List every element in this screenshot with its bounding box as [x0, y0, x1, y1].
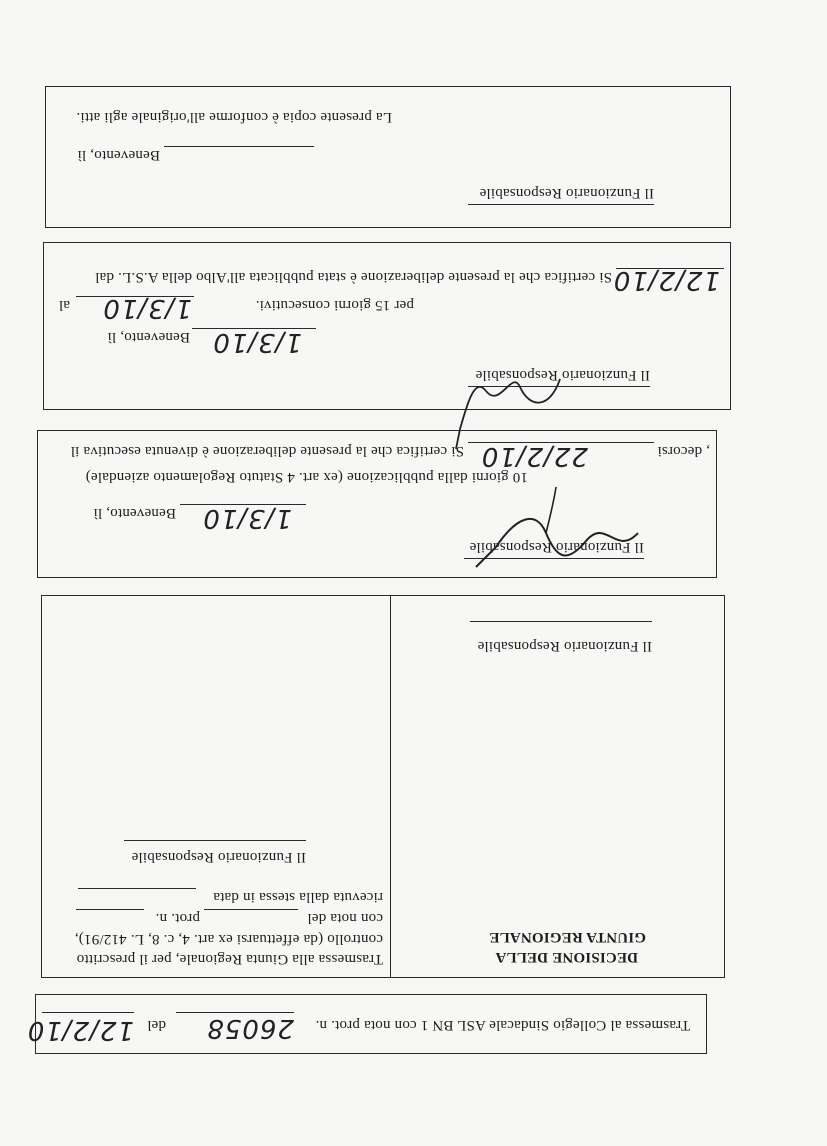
pubblicazione-al-line: [76, 296, 194, 297]
giunta-line3b: prot. n.: [155, 910, 200, 926]
giunta-line3a: con nota del: [307, 910, 383, 926]
giunta-title-line2: GIUNTA REGIONALE: [489, 929, 646, 945]
giunta-box: [41, 595, 725, 978]
esecutiva-date: 22/2/10: [480, 441, 588, 471]
copia-line1: La presente copia è conforme all'originale agli atti.: [76, 109, 392, 125]
pubblicazione-place-label: Benevento, lì: [107, 329, 190, 345]
giunta-title-line1: DECISIONE DELLA: [495, 949, 638, 965]
giunta-line2: controllo (da effettuarsi ex art. 4, c. 8, L. 412/91),: [74, 931, 383, 947]
pubblicazione-box: [43, 242, 731, 410]
esecutiva-signer: Il Funzionario Responsabile: [469, 539, 644, 555]
giunta-left-signer: Il Funzionario Responsabile: [131, 849, 306, 865]
collegio-prot-line: [176, 1012, 294, 1013]
collegio-box: [26, 994, 707, 1054]
pubblicazione-place-date: 1/3/10: [212, 327, 302, 357]
giunta-right-signer: Il Funzionario Responsabile: [477, 638, 652, 654]
pubblicazione-signer: Il Funzionario Responsabile: [475, 367, 650, 383]
collegio-text: Trasmessa al Collegio Sindacale ASL BN 1 con nota prot. n.: [315, 1017, 690, 1033]
pubblicazione-dal-line: [616, 268, 724, 269]
giunta-line4: ricevuta dalla stessa in data: [213, 889, 383, 905]
collegio-del-label: del: [147, 1017, 166, 1033]
giunta-line1: Trasmessa alla Giunta Regionale, per il prescritto: [76, 951, 383, 967]
esecutiva-line1a: Si certifica che la presente deliberazione è divenuta esecutiva il: [70, 443, 464, 459]
pubblicazione-line2-date: 1/3/10: [102, 293, 192, 323]
esecutiva-place-label: Benevento, lì: [93, 505, 176, 521]
collegio-date-line: [42, 1012, 134, 1013]
copia-box: [45, 86, 731, 228]
copia-place-label: Benevento, lì: [77, 147, 160, 163]
giunta-left-sign-line: [124, 840, 306, 841]
collegio-date-handwritten: 12/2/10: [26, 1015, 134, 1045]
giunta-right-sign-line: [470, 621, 652, 622]
esecutiva-line1b: , decorsi: [657, 443, 710, 459]
copia-sign-line: [468, 204, 654, 205]
giunta-prot-line: [76, 909, 144, 910]
esecutiva-line2: 10 giorni dalla pubblicazione (ex art. 4 Statuto Regolamento aziendale): [85, 469, 528, 485]
giunta-ricevuta-line: [78, 888, 196, 889]
pubblicazione-line1-date: 12/2/10: [612, 265, 720, 295]
esecutiva-place-date: 1/3/10: [202, 503, 292, 533]
pubblicazione-line2b: per 15 giorni consecutivi.: [255, 297, 414, 313]
pubblicazione-line1: Si certifica che la presente deliberazione è stata pubblicata all'Albo della A.S.L. dal: [95, 269, 612, 285]
giunta-divider: [390, 596, 391, 977]
copia-signer: Il Funzionario Responsabile: [479, 185, 654, 201]
esecutiva-signature: [466, 497, 646, 577]
esecutiva-box: [37, 430, 717, 578]
copia-place-line: [164, 146, 314, 147]
collegio-prot-handwritten: 26058: [206, 1013, 294, 1043]
pubblicazione-line2a: al: [58, 297, 70, 313]
giunta-notadel-line: [204, 909, 298, 910]
pubblicazione-signature: [450, 359, 570, 449]
